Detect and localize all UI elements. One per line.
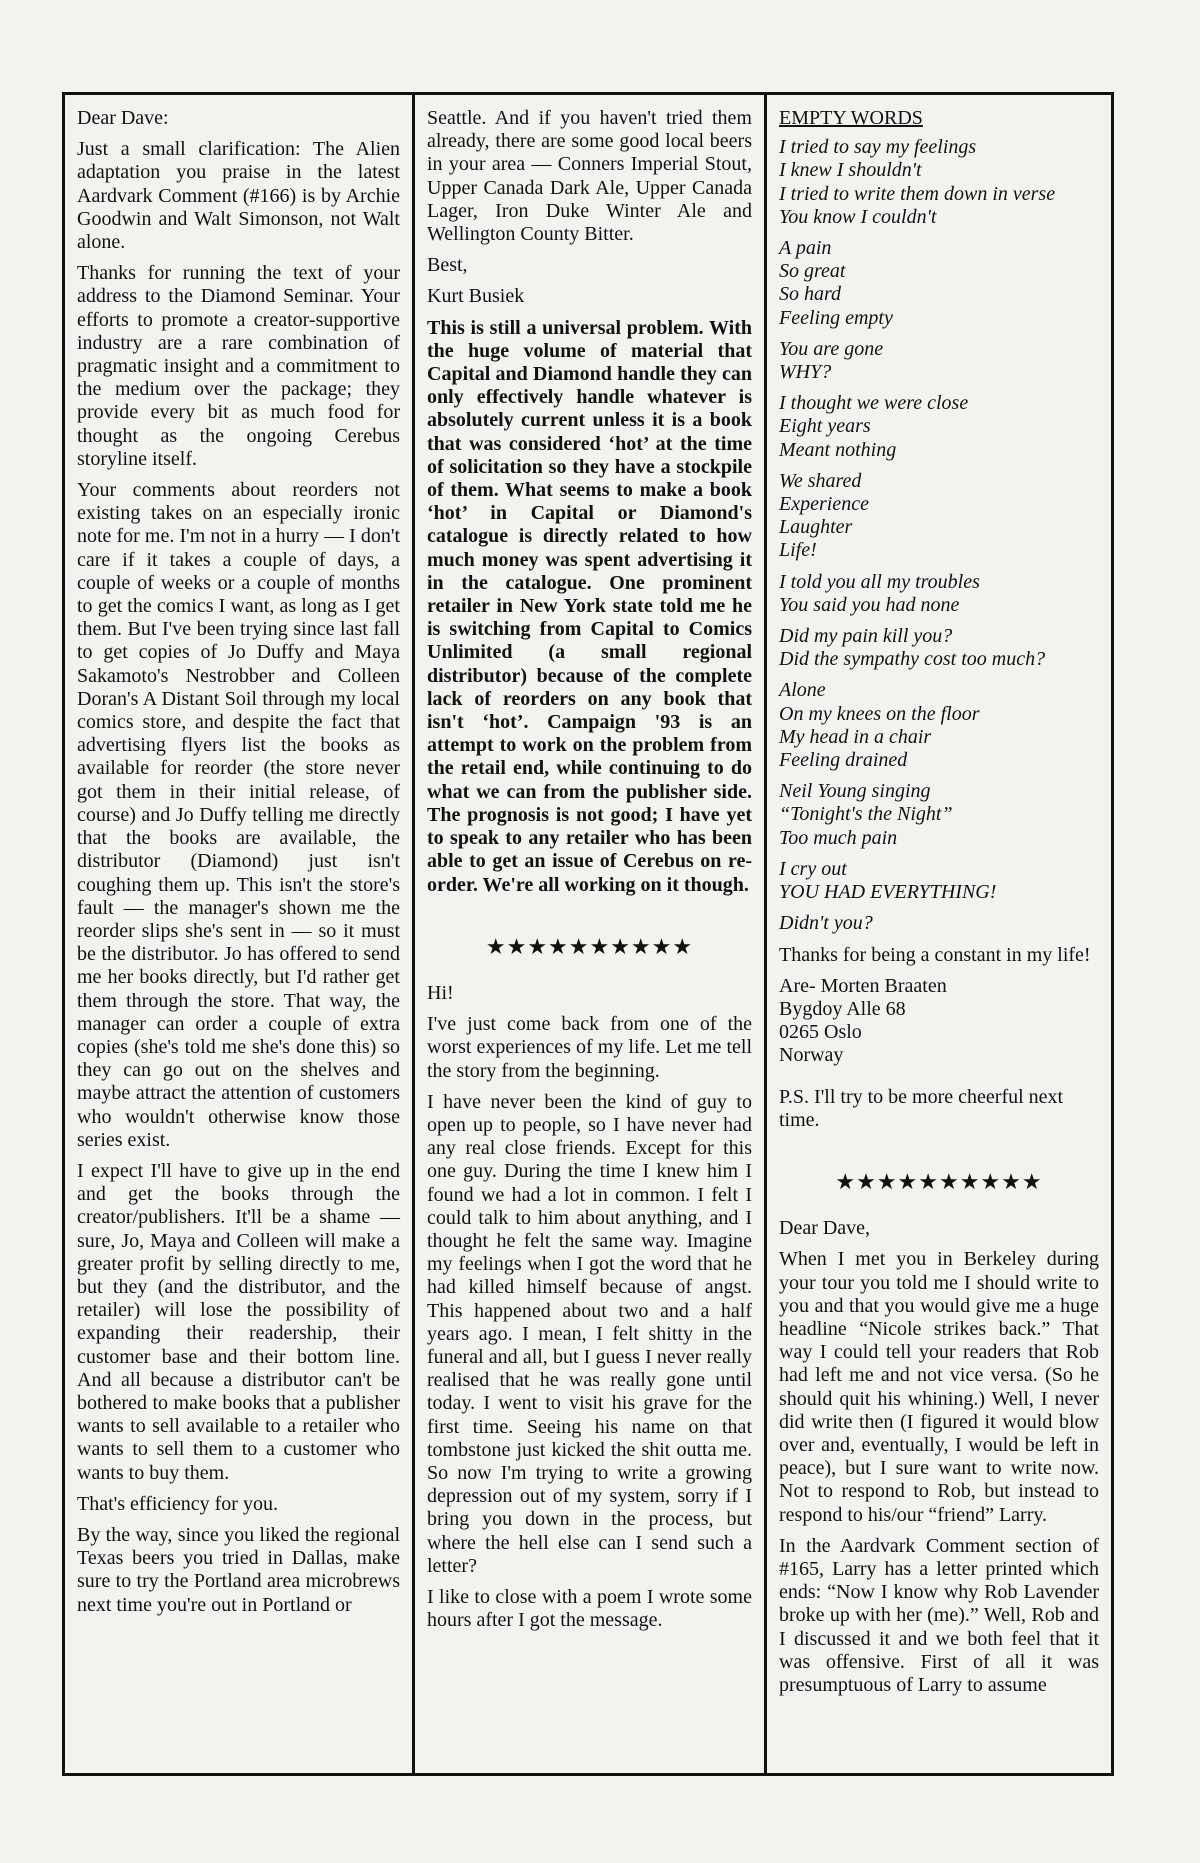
poem-line: Did the sympathy cost too much? [779, 648, 1046, 671]
poem-stanza [779, 470, 1099, 563]
sender-address [779, 975, 1099, 1068]
poem-line: On my knees on the floor [779, 702, 980, 725]
poem-line: My head in a chair [779, 725, 932, 748]
letter-signature: Kurt Busiek [427, 285, 525, 308]
poem-line: I told you all my troubles [779, 570, 980, 593]
poem-line: Didn't you? [779, 912, 873, 935]
poem-line: “Tonight's the Night” [779, 803, 953, 826]
poem-stanza [779, 679, 1099, 772]
address-line: Are- Morten Braaten [779, 974, 947, 997]
poem-stanza [779, 912, 1099, 935]
poem-line: You said you had none [779, 593, 960, 616]
letter-paragraph: Thanks for running the text of your address to the Diamond Seminar. Your efforts to promote a creator-supportive industry are a rare combination of pragmatic insight and a commitment to the medium over the package; they provide every bit as much food for thought as the ongoing Cerebus storyline itself. [77, 262, 400, 470]
letter-postscript: P.S. I'll try to be more cheerful next time. [779, 1085, 1064, 1131]
poem-line: You are gone [779, 337, 884, 360]
letter-paragraph: I've just come back from one of the worst experiences of my life. Let me tell the story from the beginning. [427, 1013, 752, 1082]
poem-line: I knew I shouldn't [779, 159, 922, 182]
poem-line: We shared [779, 469, 862, 492]
poem-line: Meant nothing [779, 438, 897, 461]
letter-paragraph: Your comments about reorders not existing takes on an especially ironic note for me. I'm not in a hurry — I don't care if it takes a couple of days, a couple of weeks or a couple of months to get the comics I want, as long as I get them. But I've been trying since last fall to get copies of Jo Duffy and Maya Sakamoto's Nestrobber and Colleen Doran's A Distant Soil through my local comics store, and despite the fact that advertising flyers list the books as available for reorder (the store never got them in their initial release, of course) and Jo Duffy telling me directly that the books are available, the distributor (Diamond) just isn't coughing them up. This isn't the store's fault — the manager's shown me the reorder slips she's sent in — so it must be the distributor. Jo has offered to send me her books directly, but I'd rather get them through the store. That way, the manager can order a couple of extra copies (she's told me she's done this) so they can go out on the shelves and maybe attract the attention of customers who wouldn't otherwise know those series exist. [77, 479, 400, 1151]
poem-line: You know I couldn't [779, 205, 937, 228]
letter-paragraph: I like to close with a poem I wrote some hours after I got the message. [427, 1585, 752, 1632]
letter-paragraph: I expect I'll have to give up in the end and get the books through the creator/publishers. It'll be a shame — sure, Jo, Maya and Colleen will make a greater profit by selling directly to me, but they (and the distributor, and the retailer) will lose the possibility of expanding their readership, their customer base and their bottom line. And all because a distributor can't be bothered to make books that a publisher wants to sell available to a retailer who wants to sell them to a customer who wants to buy them. [77, 1159, 400, 1484]
letter-paragraph: That's efficiency for you. [77, 1492, 278, 1515]
poem-stanza [779, 625, 1099, 671]
poem-stanza [779, 780, 1099, 850]
poem-line: Too much pain [779, 826, 898, 849]
letter-column-1 [65, 95, 415, 1773]
letter-greeting: Hi! [427, 981, 454, 1004]
poem-line: Experience [779, 493, 869, 516]
star-divider: ★★★★★★★★★★ [835, 1168, 1043, 1194]
poem-stanza [779, 571, 1099, 617]
poem-title: EMPTY WORDS [779, 107, 923, 129]
letters-page [62, 92, 1114, 1776]
poem-stanza [779, 392, 1099, 462]
letter-paragraph: By the way, since you liked the regional Texas beers you tried in Dallas, make sure to try the Portland area microbrews next time you're out in Portland or [77, 1523, 400, 1616]
poem-line: Did my pain kill you? [779, 625, 953, 648]
poem-line: So great [779, 260, 846, 283]
letter-column-2 [415, 95, 767, 1773]
poem-line: I tried to say my feelings [779, 136, 977, 159]
poem-body [779, 136, 1099, 935]
poem-line: Life! [779, 539, 817, 562]
poem-line: Neil Young singing [779, 780, 931, 803]
poem-line: YOU HAD EVERYTHING! [779, 881, 997, 904]
poem-line: WHY? [779, 361, 832, 384]
letter-paragraph: When I met you in Berkeley during your tour you told me I should write to you and that you would give me a huge headline “Nicole strikes back.” That way I could tell your readers that Rob had left me and not vice versa. (So he should quit his whining.) Well, I never did write then (I figured it would blow over and, eventually, I would be left in peace), but I sure want to write now. Not to respond to Rob, but instead to respond to his/our “friend” Larry. [779, 1248, 1099, 1526]
letter-paragraph: Seattle. And if you haven't tried them already, there are some good local beers in your area — Conners Imperial Stout, Upper Canada Dark Ale, Upper Canada Lager, Iron Duke Winter Ale and Wellington County Bitter. [427, 107, 752, 246]
address-line: 0265 Oslo [779, 1021, 862, 1044]
letter-closing: Best, [427, 254, 468, 277]
letter-paragraph: I have never been the kind of guy to open up to people, so I have never had any real close friends. Except for this one guy. During the time I knew him I found we had a lot in common. I felt I could talk to him about anything, and I thought he felt the same way. Imagine my feelings when I got the word that he had killed himself because of angst. This happened about two and a half years ago. I mean, I felt shitty in the funeral and all, but I guess I never really realised that he was really gone until today. I went to visit his grave for the first time. Seeing his name on that tombstone just kicked the shit outta me. So now I'm trying to write a growing depression out of my system, sorry if I bring you down in the process, but where the hell else can I send such a letter? [427, 1090, 752, 1577]
poem-line: So hard [779, 283, 842, 306]
poem-line: Feeling drained [779, 749, 908, 772]
poem-line: Alone [779, 679, 826, 702]
editor-reply: This is still a universal problem. With the huge volume of material that Capital and Diamond handle they can only effectively handle whatever is absolutely current unless it is a book that was considered ‘hot’ at the time of solicitation so they have a stockpile of them. What seems to make a book ‘hot’ in Capital or Diamond's catalogue is directly related to how much money was spent advertising it in the catalogue. One prominent retailer in New York state told me he is switching from Capital to Comics Unlimited (a small regional distributor) because of the complete lack of reorders on any book that isn't ‘hot’. Campaign '93 is an attempt to work on the problem from the retail end, while continuing to do what we can from the publisher side. The prognosis is not good; I have yet to speak to any retailer who has been able to get an issue of Cerebus on re-order. We're all working on it though. [427, 316, 752, 896]
poem-line: Eight years [779, 415, 871, 438]
letter-paragraph: Just a small clarification: The Alien adaptation you praise in the latest Aardvark Comment (#166) is by Archie Goodwin and Walt Simonson, not Walt alone. [77, 138, 400, 254]
poem-line: Laughter [779, 516, 853, 539]
address-line: Bygdoy Alle 68 [779, 997, 906, 1020]
poem-stanza [779, 136, 1099, 229]
poem-stanza [779, 237, 1099, 330]
star-divider: ★★★★★★★★★★ [485, 933, 694, 959]
letter-paragraph: Thanks for being a constant in my life! [779, 943, 1091, 966]
poem-line: I cry out [779, 857, 847, 880]
letter-paragraph: In the Aardvark Comment section of #165, Larry has a letter printed which ends: “Now I know why Rob Lavender broke up with her (me).” Well, Rob and I discussed it and we both feel that it was offensive. First of all it was presumptuous of Larry to assume [779, 1534, 1099, 1696]
poem-line: I tried to write them down in verse [779, 182, 1056, 205]
letter-greeting: Dear Dave, [779, 1217, 871, 1240]
poem-line: A pain [779, 237, 832, 260]
letter-column-3 [767, 95, 1111, 1773]
poem-stanza [779, 338, 1099, 384]
address-line: Norway [779, 1044, 844, 1067]
poem-line: Feeling empty [779, 306, 893, 329]
letter-greeting: Dear Dave: [77, 107, 169, 129]
poem-stanza [779, 858, 1099, 904]
poem-line: I thought we were close [779, 392, 969, 415]
